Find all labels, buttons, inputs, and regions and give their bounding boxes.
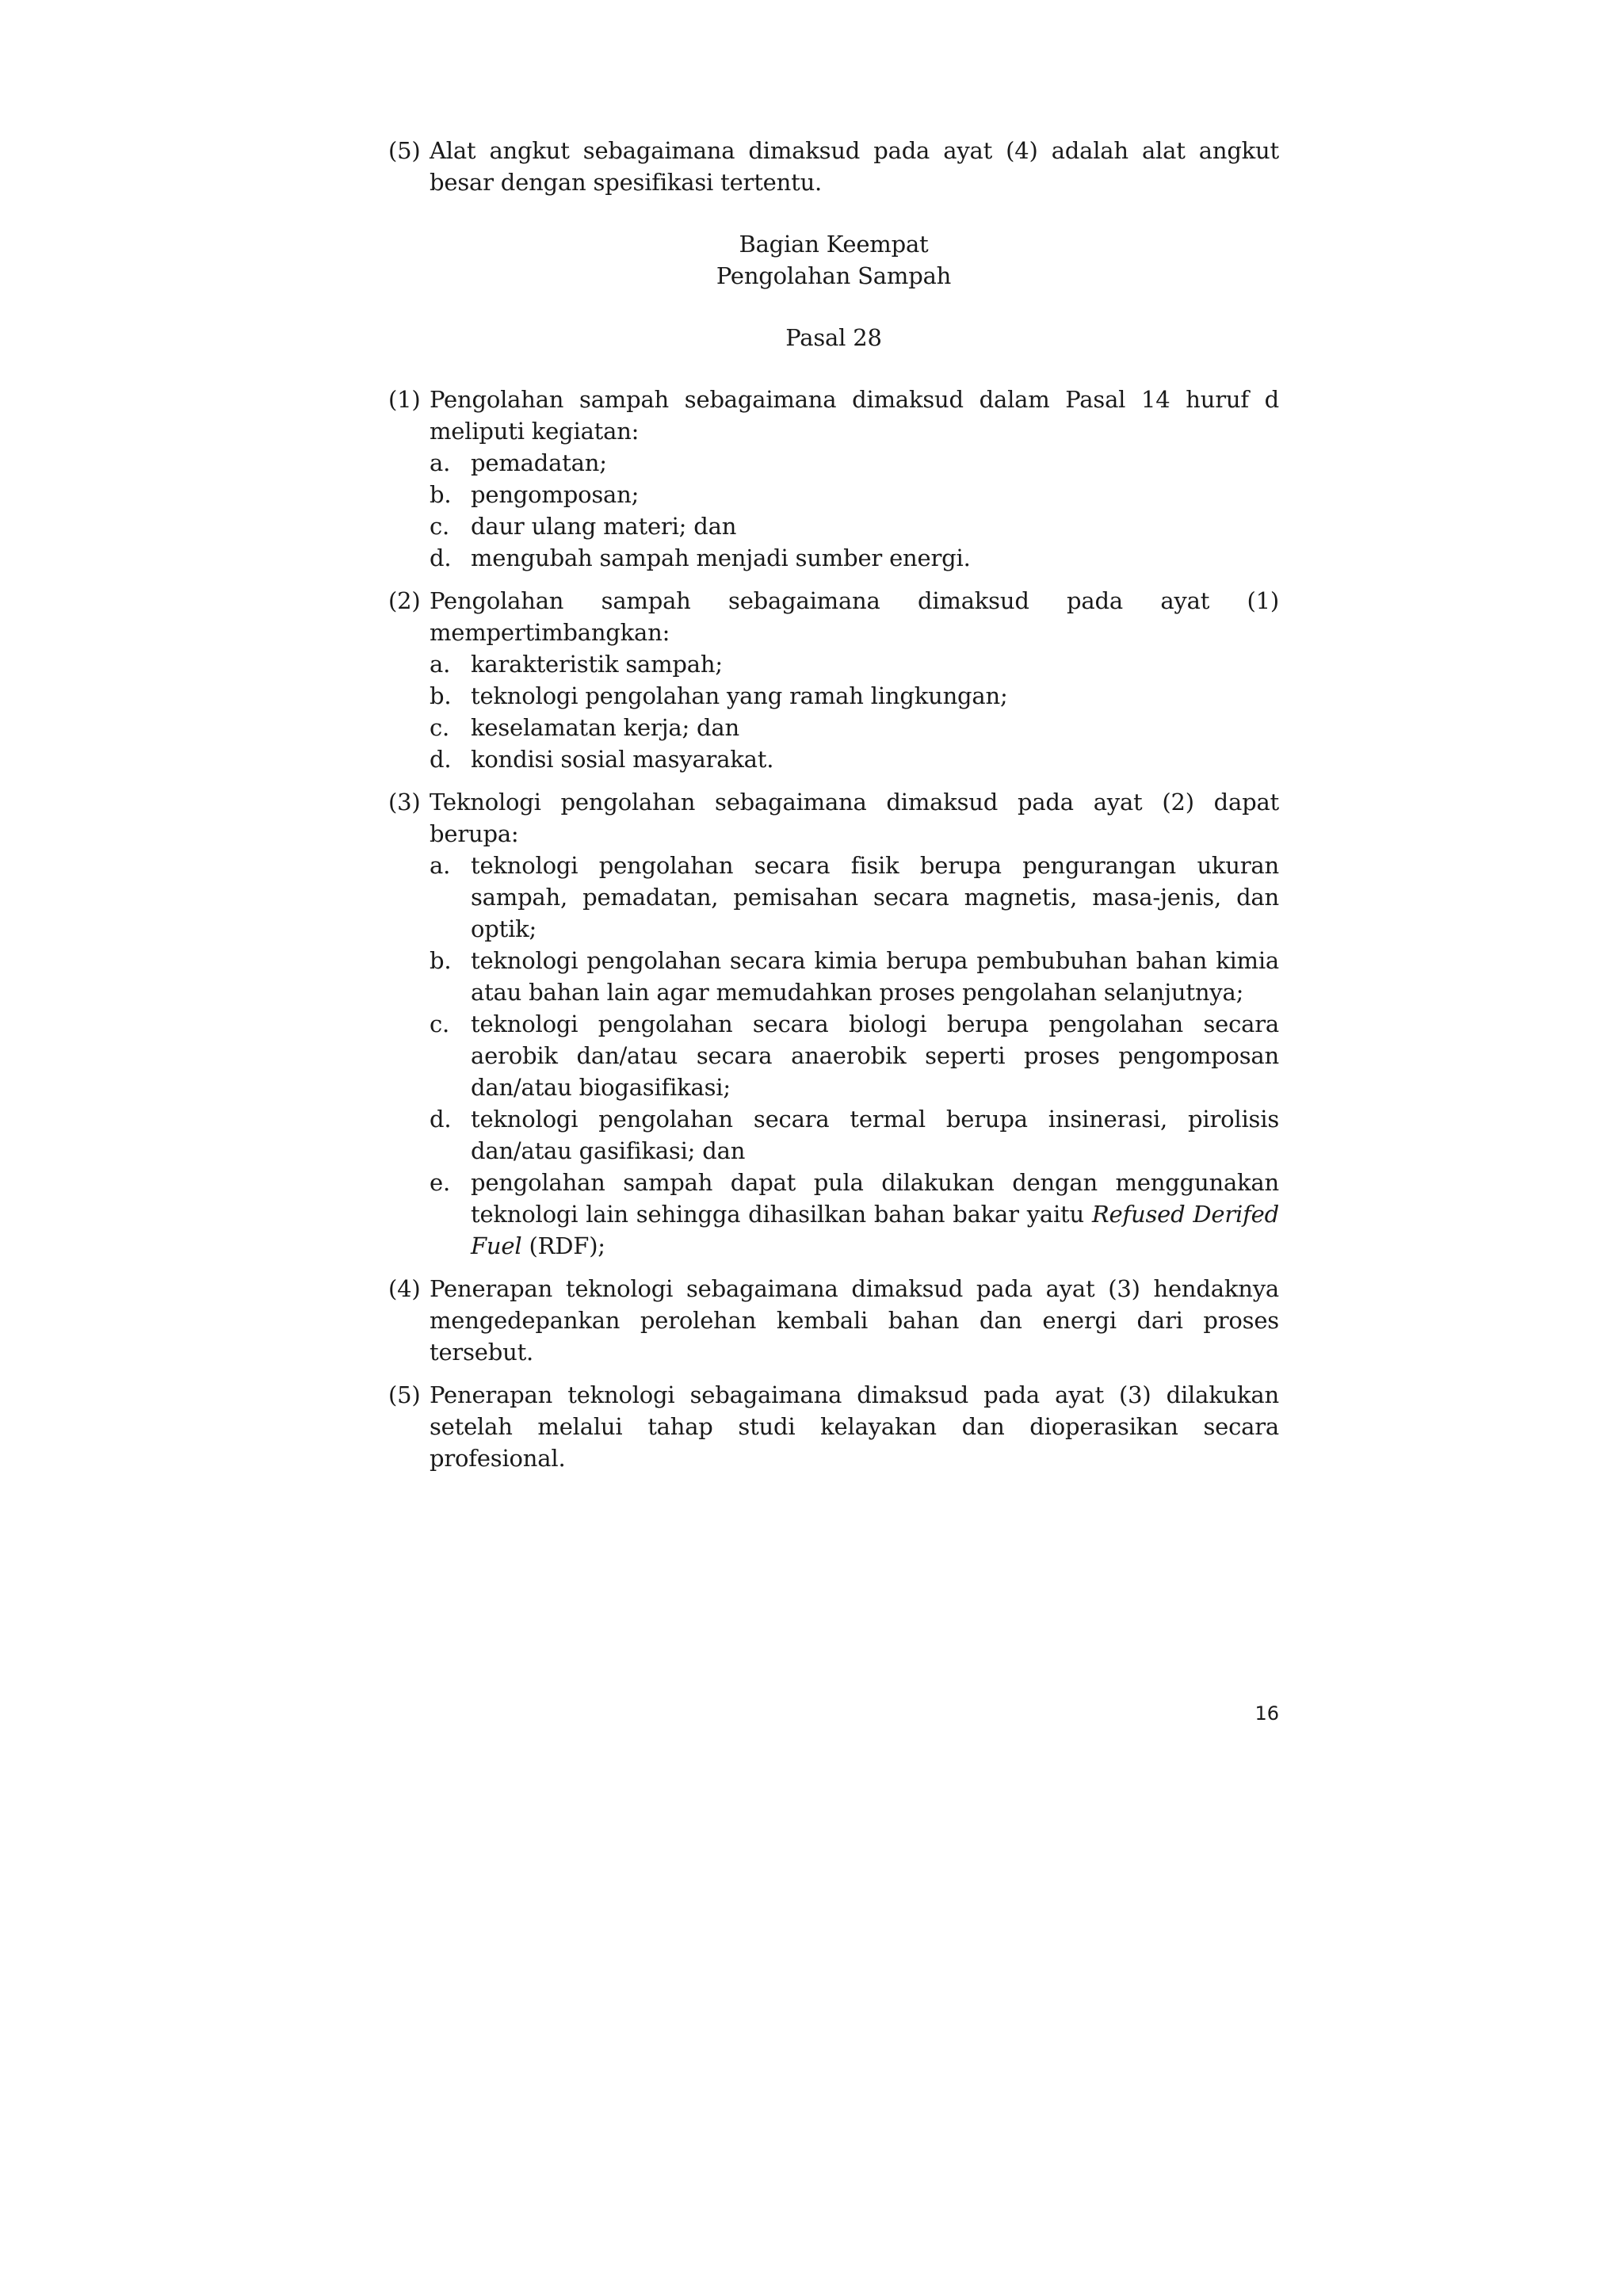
section-title: Pengolahan Sampah [716, 262, 952, 289]
page-number: 16 [1254, 1702, 1279, 1725]
list-item [430, 648, 1279, 680]
list-item [430, 510, 1279, 542]
clause-number: (1) [388, 386, 421, 413]
item-text-suffix: (RDF); [529, 1232, 605, 1259]
item-letter: b. [430, 947, 452, 974]
list-item [430, 680, 1279, 712]
item-letter: a. [430, 651, 451, 678]
list-item [430, 542, 1279, 574]
clause-text: Alat angkut sebagaimana dimaksud pada ayat (4) adalah alat angkut besar dengan spesifikasi tertentu. [430, 137, 1279, 196]
item-text: teknologi pengolahan secara biologi berupa pengolahan secara aerobik dan/atau secara anaerobik seperti proses pengomposan dan/atau biogasifikasi; [471, 1010, 1279, 1101]
item-letter: c. [430, 714, 450, 741]
item-letter: b. [430, 481, 452, 508]
clause-number: (5) [388, 137, 421, 164]
list-item [430, 1008, 1279, 1103]
clause-number: (4) [388, 1275, 421, 1302]
item-letter: d. [430, 544, 452, 571]
item-text: teknologi pengolahan yang ramah lingkungan; [471, 682, 1008, 709]
item-text: karakteristik sampah; [471, 651, 723, 678]
clause-text: Pengolahan sampah sebagaimana dimaksud pada ayat (1) mempertimbangkan: [430, 587, 1279, 646]
list-item [430, 1103, 1279, 1167]
section-part: Bagian Keempat [739, 231, 929, 258]
item-letter: a. [430, 852, 451, 879]
clause-text: Penerapan teknologi sebagaimana dimaksud pada ayat (3) hendaknya mengedepankan perolehan kembali bahan dan energi dari proses tersebut. [430, 1275, 1279, 1366]
item-text [471, 1167, 1279, 1262]
clause-1 [388, 384, 1279, 574]
item-letter: a. [430, 449, 451, 476]
item-text: teknologi pengolahan secara fisik berupa pengurangan ukuran sampah, pemadatan, pemisahan secara magnetis, masa-jenis, dan optik; [471, 852, 1279, 942]
item-letter: d. [430, 1106, 452, 1133]
item-letter: c. [430, 1010, 450, 1037]
item-text: teknologi pengolahan secara termal berupa insinerasi, pirolisis dan/atau gasifikasi; dan [471, 1106, 1279, 1164]
item-text: pengomposan; [471, 481, 640, 508]
item-text: mengubah sampah menjadi sumber energi. [471, 544, 971, 571]
clause-text: Penerapan teknologi sebagaimana dimaksud pada ayat (3) dilakukan setelah melalui tahap studi kelayakan dan dioperasikan secara profesional. [430, 1381, 1279, 1472]
section-heading [388, 228, 1279, 292]
clause-number: (5) [388, 1381, 421, 1408]
item-text: pemadatan; [471, 449, 607, 476]
clause-2 [388, 585, 1279, 775]
list-item [430, 712, 1279, 743]
clause-5 [388, 1379, 1279, 1474]
list-item [430, 479, 1279, 510]
clause-text: Teknologi pengolahan sebagaimana dimaksud pada ayat (2) dapat berupa: [430, 789, 1279, 847]
pasal-heading: Pasal 28 [785, 324, 882, 351]
item-letter: d. [430, 746, 452, 773]
list-item [430, 945, 1279, 1008]
item-text: teknologi pengolahan secara kimia berupa pembubuhan bahan kimia atau bahan lain agar memudahkan proses pengolahan selanjutnya; [471, 947, 1279, 1006]
item-letter: e. [430, 1169, 450, 1196]
clause-text: Pengolahan sampah sebagaimana dimaksud dalam Pasal 14 huruf d meliputi kegiatan: [430, 386, 1279, 445]
clause-3 [388, 786, 1279, 1262]
item-text: daur ulang materi; dan [471, 513, 737, 540]
item-text-italic: Refused Derifed Fuel [471, 1201, 1279, 1259]
clause-number: (3) [388, 789, 421, 816]
clause-5-top [388, 135, 1279, 198]
list-item [430, 447, 1279, 479]
item-letter: c. [430, 513, 450, 540]
item-letter: b. [430, 682, 452, 709]
item-text: keselamatan kerja; dan [471, 714, 739, 741]
item-text: kondisi sosial masyarakat. [471, 746, 774, 773]
item-text-main: pengolahan sampah dapat pula dilakukan dengan menggunakan teknologi lain sehingga dihasilkan bahan bakar yaitu [471, 1169, 1279, 1228]
list-item [430, 850, 1279, 945]
clause-4 [388, 1273, 1279, 1368]
list-item [430, 743, 1279, 775]
document-page [388, 135, 1279, 1485]
clause-number: (2) [388, 587, 421, 614]
list-item [430, 1167, 1279, 1262]
